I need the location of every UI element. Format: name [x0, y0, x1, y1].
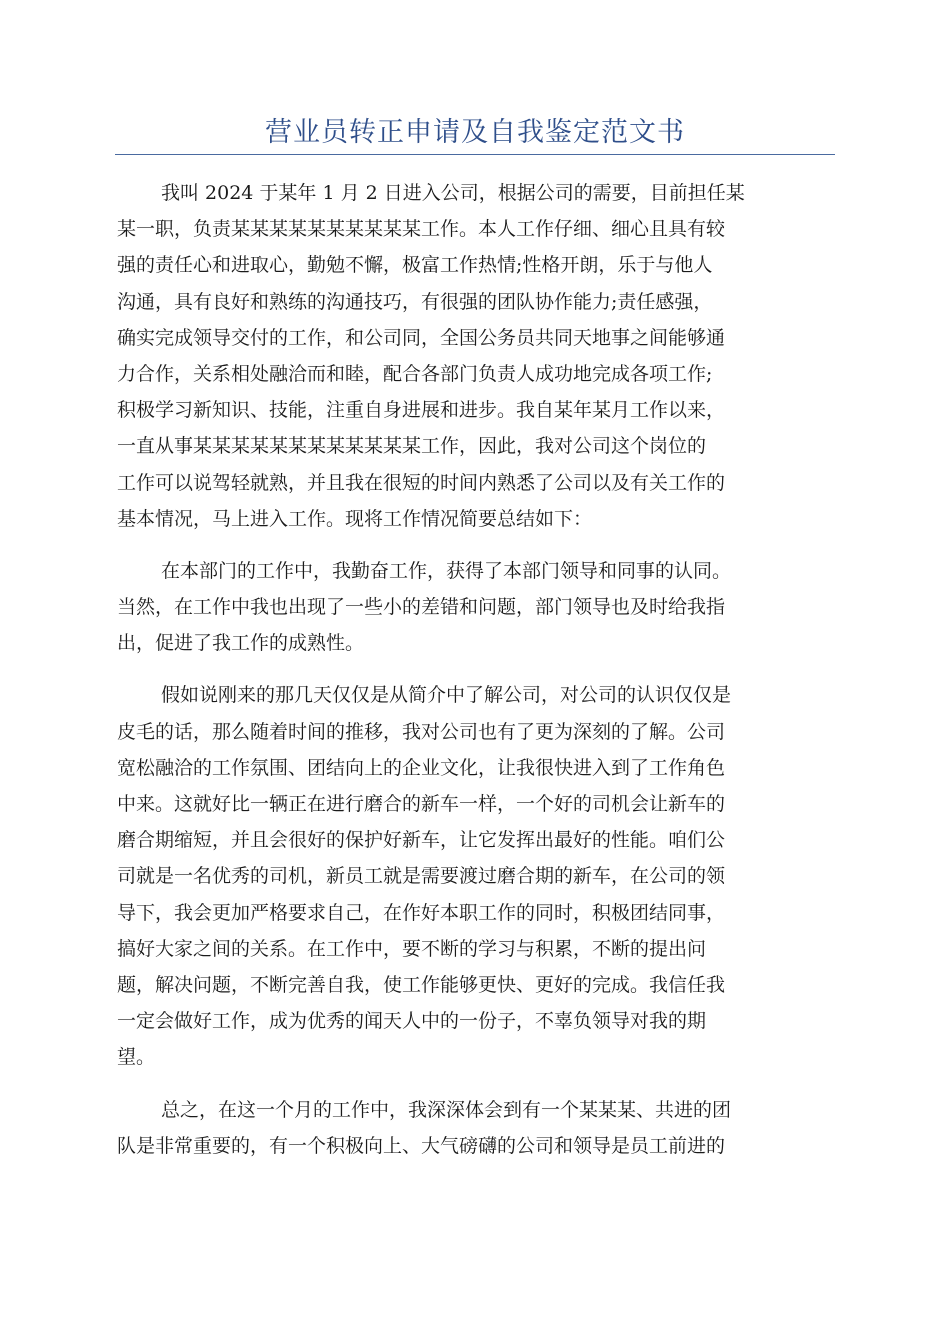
- text-line: 一定会做好工作，成为优秀的闻天人中的一份子，不辜负领导对我的期: [117, 1010, 707, 1033]
- text-line: 工作可以说驾轻就熟，并且我在很短的时间内熟悉了公司以及有关工作的: [117, 471, 726, 494]
- text-line: 力合作，关系相处融洽而和睦，配合各部门负责人成功地完成各项工作;: [117, 362, 713, 385]
- paragraph-4: [117, 1092, 833, 1164]
- document-body: [117, 175, 833, 1180]
- text-line: 强的责任心和进取心，勤勉不懈，极富工作热情;性格开朗，乐于与他人: [117, 254, 713, 277]
- text-line: 望。: [117, 1046, 156, 1069]
- text-line: 基本情况，马上进入工作。现将工作情况简要总结如下：: [117, 507, 593, 530]
- text-line: 导下，我会更加严格要求自己，在作好本职工作的同时，积极团结同事，: [117, 901, 726, 924]
- text-line: 队是非常重要的，有一个积极向上、大气磅礴的公司和领导是员工前进的: [117, 1134, 726, 1157]
- text-line: 出，促进了我工作的成熟性。: [117, 632, 365, 655]
- text-line: 积极学习新知识、技能，注重自身进展和进步。我自某年某月工作以来，: [117, 399, 726, 422]
- text-line: 皮毛的话，那么随着时间的推移，我对公司也有了更为深刻的了解。公司: [117, 720, 726, 743]
- text-line: 磨合期缩短，并且会很好的保护好新车，让它发挥出最好的性能。咱们公: [117, 829, 726, 852]
- text-line: 假如说刚来的那几天仅仅是从简介中了解公司，对公司的认识仅仅是: [161, 684, 732, 707]
- text-line: 中来。这就好比一辆正在进行磨合的新车一样，一个好的司机会让新车的: [117, 793, 726, 815]
- paragraph-2: [117, 553, 833, 662]
- text-line: 司就是一名优秀的司机，新员工就是需要渡过磨合期的新车，在公司的领: [117, 865, 726, 888]
- document-title: 营业员转正申请及自我鉴定范文书: [265, 117, 685, 148]
- text-line: 当然，在工作中我也出现了一些小的差错和问题，部门领导也及时给我指: [117, 596, 726, 619]
- paragraph-3: [117, 677, 833, 1075]
- text-line: 确实完成领导交付的工作，和公司同，全国公务员共同天地事之间能够通: [117, 326, 726, 349]
- text-line: 某一职，负责某某某某某某某某某某工作。本人工作仔细、细心且具有较: [117, 218, 726, 241]
- text-line: 搞好大家之间的关系。在工作中，要不断的学习与积累，不断的提出问: [117, 937, 707, 960]
- text-line: 在本部门的工作中，我勤奋工作，获得了本部门领导和同事的认同。: [161, 559, 732, 582]
- text-line: 宽松融洽的工作氛围、团结向上的企业文化，让我很快进入到了工作角色: [117, 756, 726, 779]
- text-line: 总之，在这一个月的工作中，我深深体会到有一个某某某、共进的团: [161, 1098, 732, 1121]
- paragraph-1: [117, 175, 833, 537]
- title-underline: [115, 154, 835, 155]
- text-line: 我叫 2024 于某年 1 月 2 日进入公司，根据公司的需要，目前担任某: [161, 182, 745, 204]
- text-line: 题，解决问题，不断完善自我，使工作能够更快、更好的完成。我信任我: [117, 973, 726, 996]
- text-line: 沟通，具有良好和熟练的沟通技巧，有很强的团队协作能力;责任感强，: [117, 290, 713, 313]
- text-line: 一直从事某某某某某某某某某某某某工作，因此，我对公司这个岗位的: [117, 435, 707, 458]
